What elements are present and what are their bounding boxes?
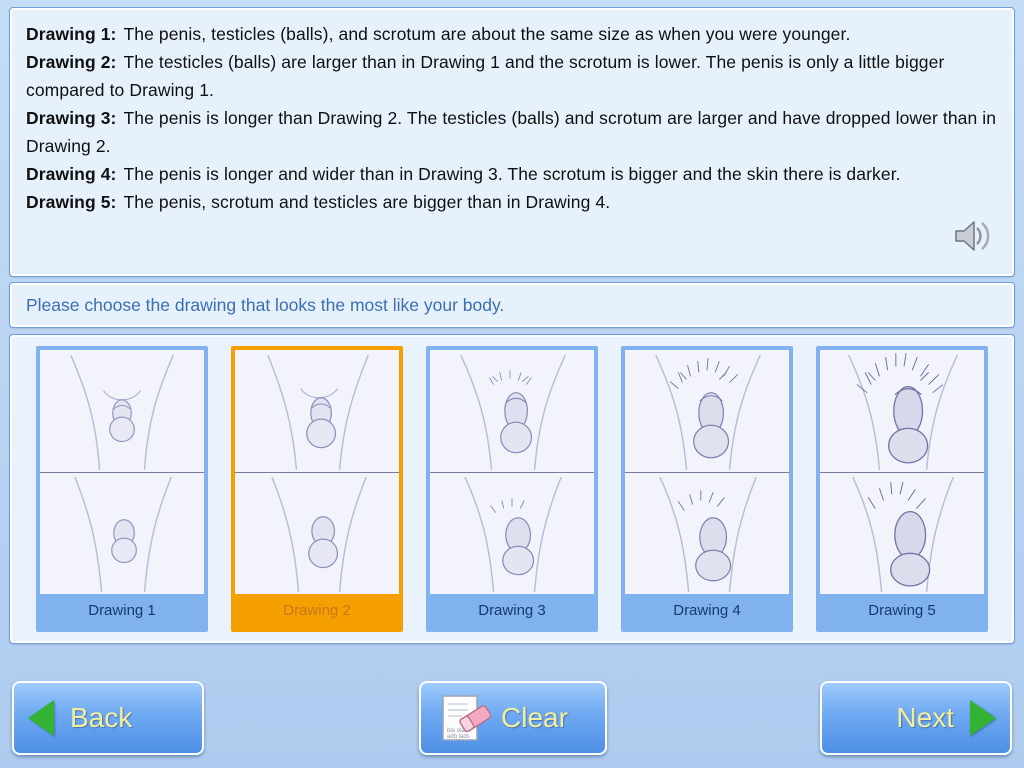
arrow-left-icon	[28, 700, 54, 736]
choice-image-4	[625, 350, 789, 594]
footer-toolbar	[0, 672, 1024, 768]
choice-drawing-5[interactable]	[816, 346, 988, 632]
instruction-text-3: The penis is longer than Drawing 2. The testicles (balls) and scrotum are larger and have dropped lower than in Drawing 2.	[26, 108, 997, 156]
instruction-line-4	[26, 160, 998, 188]
instruction-line-1	[26, 20, 998, 48]
choice-label-2: Drawing 2	[235, 594, 399, 628]
instruction-line-2	[26, 48, 998, 104]
instruction-label-4: Drawing 4:	[26, 164, 117, 184]
choice-label-5: Drawing 5	[820, 594, 984, 628]
choice-image-1	[40, 350, 204, 594]
back-button-label: Back	[70, 702, 133, 733]
choices-panel	[10, 335, 1014, 643]
instruction-text-5: The penis, scrotum and testicles are bigger than in Drawing 4.	[123, 192, 611, 212]
speaker-icon[interactable]	[950, 216, 994, 256]
back-button[interactable]	[12, 681, 204, 755]
next-button[interactable]	[820, 681, 1012, 755]
figure-sketch-side-4	[625, 472, 789, 594]
figure-sketch-front-1	[40, 350, 204, 472]
arrow-right-icon	[970, 700, 996, 736]
choice-image-3	[430, 350, 594, 594]
instruction-label-1: Drawing 1:	[26, 24, 117, 44]
instructions-panel	[10, 8, 1014, 276]
figure-sketch-front-2	[235, 350, 399, 472]
clear-button[interactable]	[419, 681, 607, 755]
instruction-text-1: The penis, testicles (balls), and scrotum are about the same size as when you were younger.	[123, 24, 851, 44]
choice-label-4: Drawing 4	[625, 594, 789, 628]
choice-image-2	[235, 350, 399, 594]
instruction-label-3: Drawing 3:	[26, 108, 117, 128]
svg-text:adb lads: adb lads	[447, 734, 470, 740]
instruction-text-2: The testicles (balls) are larger than in Drawing 1 and the scrotum is lower. The penis is only a little bigger compared to Drawing 1.	[26, 52, 945, 100]
figure-sketch-side-2	[235, 472, 399, 594]
choice-label-3: Drawing 3	[430, 594, 594, 628]
clear-button-label: Clear	[501, 702, 568, 733]
figure-sketch-side-3	[430, 472, 594, 594]
prompt-text: Please choose the drawing that looks the most like your body.	[26, 294, 505, 315]
figure-sketch-front-3	[430, 350, 594, 472]
choice-drawing-2[interactable]	[231, 346, 403, 632]
prompt-bar	[10, 283, 1014, 327]
next-button-label: Next	[896, 702, 954, 733]
figure-sketch-side-1	[40, 472, 204, 594]
svg-text:bla ola: bla ola	[447, 728, 465, 734]
instruction-line-3	[26, 104, 998, 160]
instruction-label-5: Drawing 5:	[26, 192, 117, 212]
figure-sketch-front-5	[820, 350, 984, 472]
choice-image-5	[820, 350, 984, 594]
instruction-text-4: The penis is longer and wider than in Drawing 3. The scrotum is bigger and the skin there is darker.	[123, 164, 901, 184]
figure-sketch-front-4	[625, 350, 789, 472]
choice-drawing-3[interactable]	[426, 346, 598, 632]
figure-sketch-side-5	[820, 472, 984, 594]
choice-drawing-1[interactable]	[36, 346, 208, 632]
eraser-icon	[435, 690, 491, 746]
choice-label-1: Drawing 1	[40, 594, 204, 628]
instruction-line-5	[26, 188, 998, 216]
instruction-label-2: Drawing 2:	[26, 52, 117, 72]
choice-drawing-4[interactable]	[621, 346, 793, 632]
